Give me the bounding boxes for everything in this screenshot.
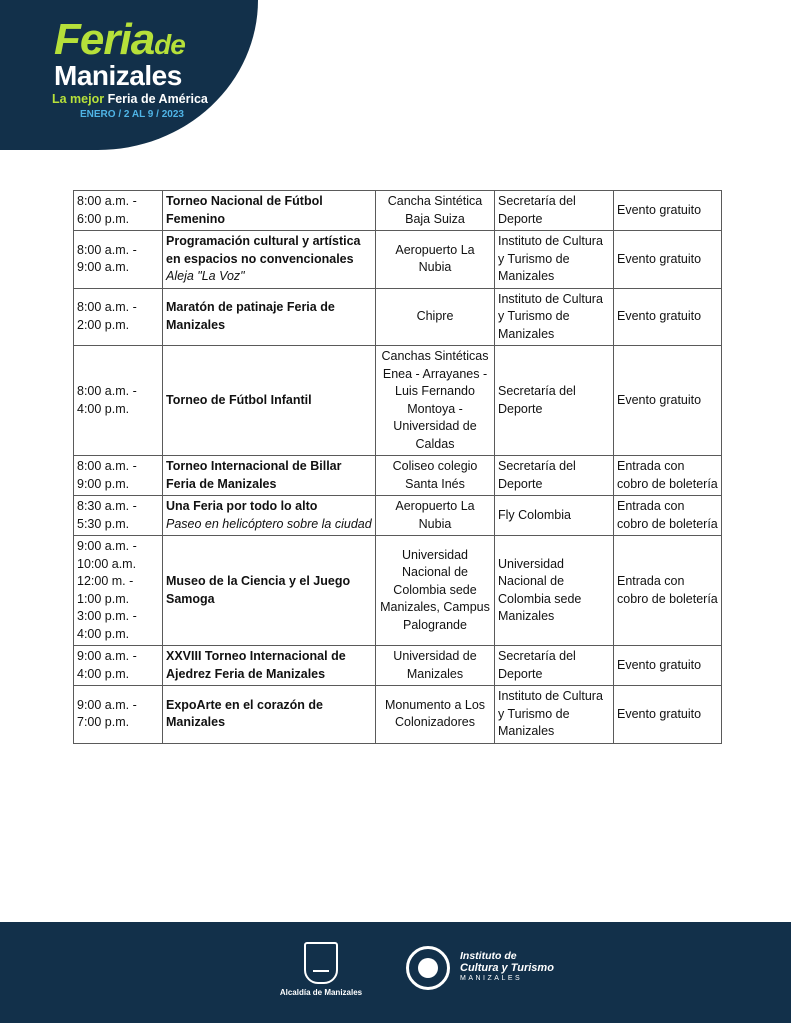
table-row bbox=[74, 288, 722, 346]
feria-logo bbox=[0, 0, 258, 150]
time-line: 9:00 a.m. - bbox=[77, 649, 137, 663]
place-cell: Chipre bbox=[376, 288, 495, 346]
table-row bbox=[74, 191, 722, 231]
time-line: 9:00 a.m. - bbox=[77, 697, 137, 712]
event-cell bbox=[163, 346, 376, 456]
instituto-emblem-icon bbox=[406, 946, 450, 990]
time-line: 9:00 a.m. bbox=[77, 260, 130, 275]
time-line: 10:00 a.m. bbox=[77, 556, 137, 571]
logo-title: Feriade bbox=[54, 15, 185, 64]
event-cell bbox=[163, 686, 376, 744]
time-line: 2:00 p.m. bbox=[77, 317, 130, 332]
place-cell: Aeropuerto La Nubia bbox=[376, 231, 495, 289]
instituto-line2: Cultura y Turismo bbox=[460, 962, 554, 974]
place-cell: Aeropuerto La Nubia bbox=[376, 496, 495, 536]
event-cell bbox=[163, 646, 376, 686]
organizer-cell: Instituto de Cultura y Turismo de Manizales bbox=[495, 686, 614, 744]
time-line: 8:00 a.m. - bbox=[77, 384, 137, 398]
place-cell: Monumento a Los Colonizadores bbox=[376, 686, 495, 744]
cost-cell: Entrada con cobro de boletería bbox=[614, 536, 722, 646]
table-row bbox=[74, 346, 722, 456]
organizer-cell: Secretaría del Deporte bbox=[495, 646, 614, 686]
table-row bbox=[74, 456, 722, 496]
event-cell bbox=[163, 496, 376, 536]
event-title: Maratón de patinaje Feria de Manizales bbox=[166, 300, 335, 332]
time-line: 12:00 m. - bbox=[77, 574, 134, 588]
place-cell: Coliseo colegio Santa Inés bbox=[376, 456, 495, 496]
event-note: Aleja "La Voz" bbox=[166, 269, 245, 283]
cost-cell: Evento gratuito bbox=[614, 646, 722, 686]
event-cell bbox=[163, 191, 376, 231]
organizer-cell: Fly Colombia bbox=[495, 496, 614, 536]
time-cell bbox=[74, 686, 163, 744]
instituto-line3: MANIZALES bbox=[460, 975, 523, 982]
cost-cell: Evento gratuito bbox=[614, 288, 722, 346]
time-line: 9:00 a.m. - bbox=[77, 539, 137, 553]
time-line: 4:00 p.m. bbox=[77, 666, 130, 681]
alcaldia-logo bbox=[272, 942, 370, 997]
time-line: 4:00 p.m. bbox=[77, 626, 130, 641]
time-cell bbox=[74, 496, 163, 536]
event-title: Museo de la Ciencia y el Juego Samoga bbox=[166, 574, 351, 606]
time-line: 9:00 p.m. bbox=[77, 476, 130, 491]
schedule-body bbox=[74, 191, 722, 744]
table-row bbox=[74, 536, 722, 646]
table-row bbox=[74, 646, 722, 686]
organizer-cell: Secretaría del Deporte bbox=[495, 456, 614, 496]
time-cell bbox=[74, 646, 163, 686]
event-title: XXVIII Torneo Internacional de Ajedrez Feria de Manizales bbox=[166, 649, 346, 681]
time-line: 8:00 a.m. - bbox=[77, 242, 137, 257]
event-title: Torneo de Fútbol Infantil bbox=[166, 392, 312, 407]
organizer-cell: Instituto de Cultura y Turismo de Manizales bbox=[495, 231, 614, 289]
place-cell: Universidad de Manizales bbox=[376, 646, 495, 686]
logo-tagline: La mejor Feria de América bbox=[52, 92, 208, 106]
shield-icon bbox=[304, 942, 338, 984]
cost-cell: Evento gratuito bbox=[614, 686, 722, 744]
time-line: 8:00 a.m. - bbox=[77, 194, 137, 208]
time-line: 1:00 p.m. bbox=[77, 591, 130, 606]
time-line: 5:30 p.m. bbox=[77, 516, 130, 531]
event-title: Una Feria por todo lo alto bbox=[166, 499, 318, 513]
event-title: Programación cultural y artística en espacios no convencionales bbox=[166, 234, 361, 266]
table-row bbox=[74, 231, 722, 289]
organizer-cell: Secretaría del Deporte bbox=[495, 191, 614, 231]
cost-cell: Evento gratuito bbox=[614, 231, 722, 289]
event-title: ExpoArte en el corazón de Manizales bbox=[166, 697, 323, 730]
instituto-logo bbox=[406, 946, 566, 996]
time-cell bbox=[74, 346, 163, 456]
event-title: Torneo Nacional de Fútbol Femenino bbox=[166, 194, 323, 226]
cost-cell: Evento gratuito bbox=[614, 191, 722, 231]
event-cell bbox=[163, 288, 376, 346]
time-cell bbox=[74, 231, 163, 289]
footer-bar bbox=[0, 922, 791, 1023]
event-cell bbox=[163, 456, 376, 496]
table-row bbox=[74, 686, 722, 744]
event-cell bbox=[163, 231, 376, 289]
place-cell: Cancha Sintética Baja Suiza bbox=[376, 191, 495, 231]
time-line: 3:00 p.m. - bbox=[77, 609, 137, 623]
time-cell bbox=[74, 456, 163, 496]
cost-cell: Evento gratuito bbox=[614, 346, 722, 456]
organizer-cell: Secretaría del Deporte bbox=[495, 346, 614, 456]
cost-cell: Entrada con cobro de boletería bbox=[614, 456, 722, 496]
alcaldia-label: Alcaldía de Manizales bbox=[279, 988, 363, 997]
place-cell: Canchas Sintéticas Enea - Arrayanes - Luis Fernando Montoya - Universidad de Caldas bbox=[376, 346, 495, 456]
table-row bbox=[74, 496, 722, 536]
organizer-cell: Universidad Nacional de Colombia sede Manizales bbox=[495, 536, 614, 646]
time-line: 8:00 a.m. - bbox=[77, 300, 137, 315]
logo-dates: ENERO / 2 AL 9 / 2023 bbox=[80, 109, 184, 120]
event-note: Paseo en helicóptero sobre la ciudad bbox=[166, 516, 372, 531]
time-cell bbox=[74, 191, 163, 231]
time-line: 4:00 p.m. bbox=[77, 401, 130, 416]
cost-cell: Entrada con cobro de boletería bbox=[614, 496, 722, 536]
schedule-table bbox=[73, 190, 722, 744]
time-line: 6:00 p.m. bbox=[77, 211, 130, 226]
time-cell bbox=[74, 288, 163, 346]
time-line: 7:00 p.m. bbox=[77, 715, 130, 730]
time-line: 8:00 a.m. - bbox=[77, 459, 137, 473]
place-cell: Universidad Nacional de Colombia sede Manizales, Campus Palogrande bbox=[376, 536, 495, 646]
time-line: 8:30 a.m. - bbox=[77, 499, 137, 513]
instituto-line1: Instituto de bbox=[460, 950, 517, 962]
time-cell bbox=[74, 536, 163, 646]
logo-subtitle: Manizales bbox=[54, 60, 182, 91]
event-cell bbox=[163, 536, 376, 646]
event-title: Torneo Internacional de Billar Feria de Manizales bbox=[166, 459, 342, 491]
organizer-cell: Instituto de Cultura y Turismo de Manizales bbox=[495, 288, 614, 346]
